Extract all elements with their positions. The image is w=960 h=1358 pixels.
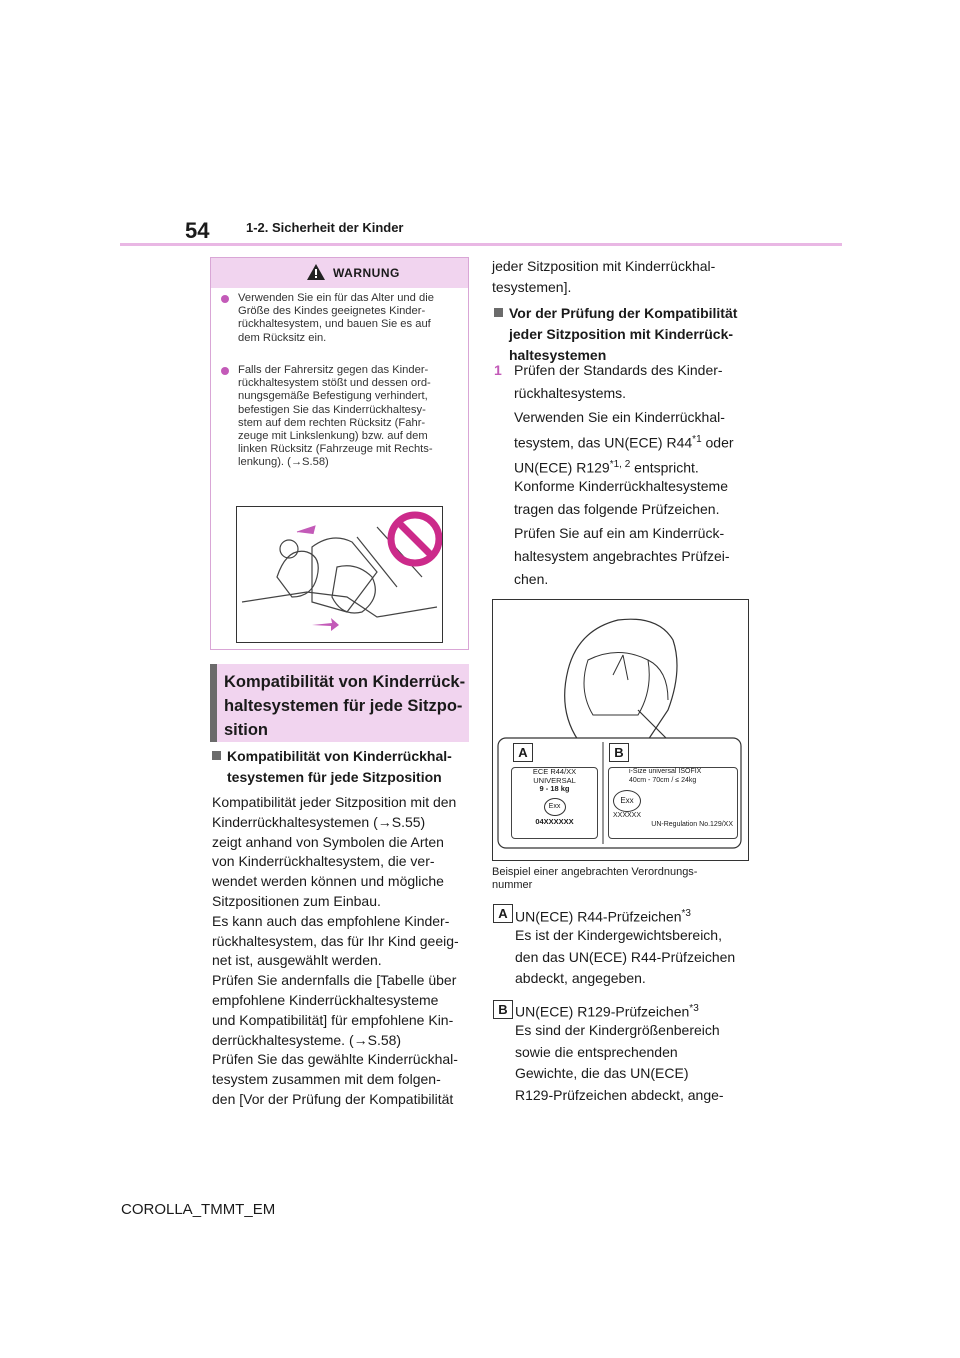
e-mark-icon: Exx: [544, 798, 566, 816]
r129-label-line: i-Size universal ISOFIX: [629, 768, 702, 775]
driver-seat-childseat-illustration: [237, 507, 442, 642]
bullet-dot-icon: [221, 295, 229, 303]
r129-regulation: UN-Regulation No.129/XX: [651, 820, 733, 828]
page-number: 54: [185, 218, 210, 243]
warning-triangle-icon: [307, 264, 325, 280]
r129-label-line: 40cm - 70cm / ≤ 24kg: [629, 776, 697, 784]
figure-caption: Beispiel einer angebrachten Verordnungs- nummer: [492, 866, 698, 891]
square-bullet-icon: [212, 751, 221, 760]
r44-label-line: ECE R44/XX: [532, 767, 577, 776]
r44-label-line: UNIVERSAL: [533, 775, 576, 785]
step-number: 1: [494, 362, 502, 378]
section-heading-text: Kompatibilität von Kinderrück- haltesystemen für jede Sitzpo- sition: [224, 673, 466, 739]
r129-code: XXXXXX: [613, 812, 642, 819]
tag-b: B: [493, 1000, 513, 1019]
step-text-4: Konforme Kinderrückhaltesysteme tragen das folgende Prüfzeichen. Prüfen Sie auf ein am Kinderrück- haltesystem angebrachtes Prüfzei- chen.: [514, 478, 730, 588]
step-text-3b: entspricht.: [630, 459, 699, 476]
step-text-3a: UN(ECE) R129: [514, 459, 610, 476]
b-title-text: UN(ECE) R129-Prüfzeichen: [515, 1003, 690, 1020]
step-text-2b: oder: [701, 434, 734, 451]
footnote-ref: *1: [692, 434, 702, 445]
step-text-1: Prüfen der Standards des Kinder- rückhaltesystems. Verwenden Sie ein Kinderrückhal-: [514, 362, 725, 425]
header-rule: [120, 243, 842, 246]
warning-bullet-text: Falls der Fahrersitz gegen das Kinder- rückhaltesystem stößt und dessen ord- nungsgemäße Befestigung verhindert, befestigen Sie das Kinderrückhaltesy- stem auf dem rechten Rücksitz (Fahr- zeuge mit Linkslenkung) bzw. auf dem linken Rücksitz (Fahrzeuge mit Rechts- lenkung). (→S.58): [238, 364, 433, 469]
square-bullet-icon: [494, 308, 503, 317]
footer-model-code: COROLLA_TMMT_EM: [121, 1201, 276, 1218]
footnote-ref: *3: [689, 1003, 699, 1014]
e-mark-icon: Exx: [613, 790, 641, 812]
r44-code: 04XXXXXX: [535, 816, 574, 826]
section-heading: [210, 664, 469, 742]
figure-tag-a: A: [513, 743, 533, 762]
right-subheading: [494, 303, 754, 367]
b-description: Es sind der Kindergrößenbereich sowie die entsprechenden Gewichte, die das UN(ECE) R129-Prüfzeichen abdeckt, ange-: [515, 1022, 724, 1103]
step-text-2: [514, 428, 754, 455]
left-subheading: [212, 746, 470, 790]
right-subheading-text: Vor der Prüfung der Kompatibilität jeder Sitzposition mit Kinderrück- haltesystemen: [509, 305, 738, 363]
tag-a: A: [493, 904, 513, 923]
warning-header: [211, 258, 468, 288]
footnote-ref: *3: [681, 908, 691, 919]
r44-label: [511, 767, 598, 839]
a-description: Es ist der Kindergewichtsbereich, den das UN(ECE) R44-Prüfzeichen abdeckt, angegeben.: [515, 927, 736, 986]
r129-label: [608, 767, 738, 839]
step-text-2a: tesystem, das UN(ECE) R44: [514, 434, 693, 451]
left-subheading-text: Kompatibilität von Kinderrückhal- tesystemen für jede Sitzposition: [227, 748, 452, 785]
figure-tag-b: B: [609, 743, 629, 762]
a-title-text: UN(ECE) R44-Prüfzeichen: [515, 908, 682, 925]
warning-illustration: [236, 506, 443, 643]
bullet-dot-icon: [221, 367, 229, 375]
left-body-text: Kompatibilität jeder Sitzposition mit den Kinderrückhaltesystemen (→S.55) zeigt anhand von Symbolen die Arten von Kinderrückhaltesystem, die ver- wendet werden können und mögliche Sitzpositionen zum Einbau. Es kann auch das empfohlene Kinder- rückhaltesystem, das für Ihr Kind geeig- net ist, ausgewählt werden. Prüfen Sie andernfalls die [Tabelle über empfohlene Kinderrückhaltesysteme und Kompatibilität] für empfohlene Kin- derrückhaltesysteme. (→S.58) Prüfen Sie das gewählte Kinderrückhal- tesystem zusammen mit dem folgen- den [Vor der Prüfung der Kompatibilität: [212, 794, 459, 1107]
warning-title: WARNUNG: [333, 266, 400, 280]
footnote-ref: *1, 2: [609, 459, 631, 470]
right-continuation-text: jeder Sitzposition mit Kinderrückhal- tesystemen].: [492, 258, 716, 295]
approval-label-figure: [492, 599, 749, 861]
warning-bullet-text: Verwenden Sie ein für das Alter und die Größe des Kindes geeignetes Kinder- rückhaltesystem, und bauen Sie es auf dem Rücksitz ein.: [238, 292, 434, 344]
r44-label-line: 9 - 18 kg: [539, 784, 570, 793]
section-title: 1-2. Sicherheit der Kinder: [246, 220, 404, 235]
